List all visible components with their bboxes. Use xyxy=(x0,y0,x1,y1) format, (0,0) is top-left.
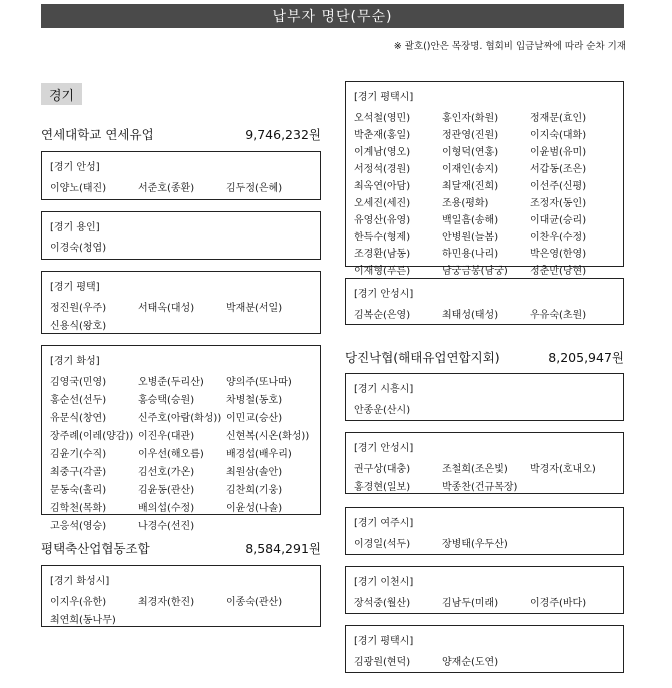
org-header-pyeongtaek xyxy=(41,539,321,557)
box-title: [경기 평택시] xyxy=(354,92,414,103)
member-name: 장석중(월산) xyxy=(354,598,411,609)
member-name: 조정자(동인) xyxy=(530,198,587,209)
region-box xyxy=(345,81,624,277)
member-name: 홍승택(승원) xyxy=(138,395,195,406)
member-name: 배경섭(배우리) xyxy=(226,449,292,460)
member-name: 이경숙(청엽) xyxy=(50,243,107,254)
member-name: 남궁금봉(남궁) xyxy=(442,266,508,277)
member-name: 최태성(태성) xyxy=(442,310,499,321)
member-name: 정관영(진원) xyxy=(442,130,499,141)
member-name: 김찬희(기웅) xyxy=(226,485,283,496)
member-name: 김영국(민영) xyxy=(50,377,107,388)
member-name: 양재순(도연) xyxy=(442,657,499,668)
member-name: 이지우(유한) xyxy=(50,597,107,608)
name-list xyxy=(50,299,312,332)
member-name: 홍경현(일보) xyxy=(354,482,411,493)
member-name: 최연희(동나무) xyxy=(50,615,116,626)
member-name: 이진우(대관) xyxy=(138,431,195,442)
member-name: 이재인(송지) xyxy=(442,164,499,175)
box-title: [경기 안성시] xyxy=(354,443,414,454)
member-name: 최옥연(아담) xyxy=(354,181,411,192)
member-name: 조철희(조은빛) xyxy=(442,464,508,475)
member-name: 이재형(푸른) xyxy=(354,266,411,277)
member-name: 박종찬(건규목장) xyxy=(442,482,518,493)
box-title: [경기 여주시] xyxy=(354,518,414,529)
page-title: 납부자 명단(무순) xyxy=(272,9,393,25)
member-name: 박은영(한영) xyxy=(530,249,587,260)
member-name: 조경환(남동) xyxy=(354,249,411,260)
name-list xyxy=(354,594,615,609)
region-box xyxy=(41,345,321,532)
header-note: ※ 괄호()안은 목장명. 협회비 입금날짜에 따라 순차 기재 xyxy=(393,41,626,52)
name-list xyxy=(50,239,312,254)
region-box xyxy=(41,151,321,200)
member-name: 이경일(석두) xyxy=(354,539,411,550)
member-name: 신현복(시온(화성)) xyxy=(226,431,310,442)
region-box xyxy=(345,278,624,325)
member-name: 유문식(창연) xyxy=(50,413,107,424)
member-name: 양의주(또나따) xyxy=(226,377,292,388)
member-name: 이양노(태진) xyxy=(50,183,107,194)
member-name: 홍순선(선두) xyxy=(50,395,107,406)
box-title: [경기 용인] xyxy=(50,222,100,233)
member-name: 박재분(서일) xyxy=(226,303,283,314)
member-name: 이지숙(대화) xyxy=(530,130,587,141)
box-title: [경기 이천시] xyxy=(354,577,414,588)
member-name: 오병준(두리산) xyxy=(138,377,204,388)
region-box xyxy=(345,566,624,614)
member-name: 홍인자(화원) xyxy=(442,113,499,124)
member-name: 권구상(대충) xyxy=(354,464,411,475)
member-name: 김남두(미래) xyxy=(442,598,499,609)
member-name: 정재문(효인) xyxy=(530,113,587,124)
member-name: 이종숙(관산) xyxy=(226,597,283,608)
member-name: 장병태(우두산) xyxy=(442,539,508,550)
region-box xyxy=(41,271,321,334)
member-name: 김광원(현덕) xyxy=(354,657,411,668)
name-list xyxy=(50,593,312,626)
member-name: 서태옥(대성) xyxy=(138,303,195,314)
member-name: 신용식(왕호) xyxy=(50,321,107,332)
member-name: 이계남(영오) xyxy=(354,147,411,158)
member-name: 오석철(영민) xyxy=(354,113,411,124)
name-list xyxy=(354,460,615,493)
name-list xyxy=(354,401,615,416)
member-name: 이찬우(수정) xyxy=(530,232,587,243)
member-name: 김학천(목화) xyxy=(50,503,107,514)
name-list xyxy=(50,373,312,532)
box-title: [경기 안성] xyxy=(50,162,100,173)
member-name: 안병원(늘봄) xyxy=(442,232,499,243)
member-name: 오세진(세진) xyxy=(354,198,411,209)
member-name: 장주례(이레(양감)) xyxy=(50,431,134,442)
box-title: [경기 화성시] xyxy=(50,576,110,587)
region-tag: 경기 xyxy=(41,83,82,105)
page-header xyxy=(41,4,624,28)
member-name: 최달재(진희) xyxy=(442,181,499,192)
member-name: 이선주(신평) xyxy=(530,181,587,192)
member-name: 박춘재(홍일) xyxy=(354,130,411,141)
member-name: 김윤기(수직) xyxy=(50,449,107,460)
box-title: [경기 화성] xyxy=(50,356,100,367)
name-list xyxy=(354,535,615,550)
member-name: 최경자(한진) xyxy=(138,597,195,608)
member-name: 이윤범(유미) xyxy=(530,147,587,158)
box-title: [경기 시흥시] xyxy=(354,384,414,395)
region-box xyxy=(345,432,624,494)
org-amount: 8,205,947원 xyxy=(548,350,624,365)
member-name: 하민용(나리) xyxy=(442,249,499,260)
box-title: [경기 평택] xyxy=(50,282,100,293)
member-name: 우유숙(초원) xyxy=(530,310,587,321)
member-name: 이경주(바다) xyxy=(530,598,587,609)
name-list xyxy=(354,653,615,668)
member-name: 안종운(산시) xyxy=(354,405,411,416)
member-name: 이대균(승리) xyxy=(530,215,587,226)
member-name: 백일흠(송해) xyxy=(442,215,499,226)
member-name: 배의섭(수정) xyxy=(138,503,195,514)
box-title: [경기 안성시] xyxy=(354,289,414,300)
member-name: 서준호(종환) xyxy=(138,183,195,194)
region-box xyxy=(345,625,624,673)
org-name: 평택축산업협동조합 xyxy=(41,541,150,556)
member-name: 유영산(유영) xyxy=(354,215,411,226)
member-name: 차병철(동호) xyxy=(226,395,283,406)
member-name: 최중구(각골) xyxy=(50,467,107,478)
member-name: 최원삼(솔안) xyxy=(226,467,283,478)
member-name: 나경수(선진) xyxy=(138,521,195,532)
member-name: 문동숙(홀리) xyxy=(50,485,107,496)
member-name: 김두정(은혜) xyxy=(226,183,283,194)
member-name: 박경자(호내오) xyxy=(530,464,596,475)
member-name: 서정석(경원) xyxy=(354,164,411,175)
org-name: 연세대학교 연세유업 xyxy=(41,127,154,142)
org-name: 당진낙협(해태유업연합지회) xyxy=(345,350,500,365)
region-box xyxy=(345,373,624,421)
member-name: 고응석(영승) xyxy=(50,521,107,532)
member-name: 이우선(해오름) xyxy=(138,449,204,460)
member-name: 정춘만(당현) xyxy=(530,266,587,277)
member-name: 이형덕(연홍) xyxy=(442,147,499,158)
member-name: 이윤성(나솔) xyxy=(226,503,283,514)
member-name: 이민교(승산) xyxy=(226,413,283,424)
org-header-dangjin xyxy=(345,348,624,366)
org-header-yonsei xyxy=(41,125,321,143)
box-title: [경기 평택시] xyxy=(354,636,414,647)
member-name: 김윤동(관산) xyxy=(138,485,195,496)
left-column xyxy=(41,83,321,105)
name-list xyxy=(354,109,615,277)
name-list xyxy=(50,179,312,194)
org-amount: 8,584,291원 xyxy=(245,541,321,556)
name-list xyxy=(354,306,615,321)
member-name: 한득수(형제) xyxy=(354,232,411,243)
member-name: 김복순(은영) xyxy=(354,310,411,321)
member-name: 조용(평화) xyxy=(442,198,489,209)
org-amount: 9,746,232원 xyxy=(245,127,321,142)
member-name: 김선호(가온) xyxy=(138,467,195,478)
member-name: 서갑동(조은) xyxy=(530,164,587,175)
member-name: 정진원(우주) xyxy=(50,303,107,314)
region-box xyxy=(41,565,321,627)
region-box xyxy=(345,507,624,555)
member-name: 신주호(아람(화성)) xyxy=(138,413,222,424)
region-box xyxy=(41,211,321,260)
